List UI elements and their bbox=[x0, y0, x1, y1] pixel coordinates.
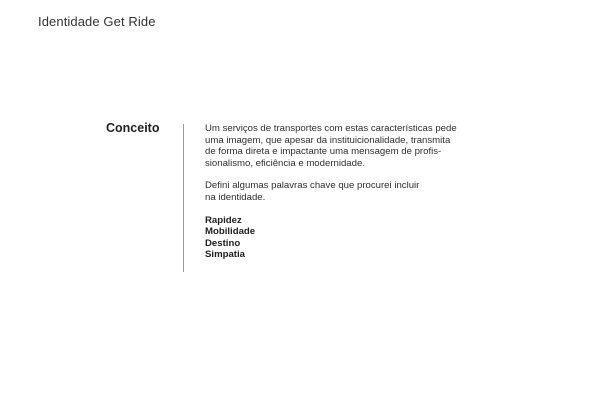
section-body bbox=[205, 123, 505, 261]
keyword-item: Simpatia bbox=[205, 249, 245, 261]
paragraph-line: na identidade. bbox=[205, 191, 266, 203]
page-header-title: Identidade Get Ride bbox=[38, 14, 156, 29]
paragraph-line: de forma direta e impactante uma mensagem de profis- bbox=[205, 146, 442, 158]
keyword-list bbox=[205, 215, 505, 261]
keywords-intro-paragraph bbox=[205, 180, 505, 203]
section-title: Conceito bbox=[106, 121, 160, 135]
vertical-divider bbox=[183, 124, 184, 272]
paragraph-line: sionalismo, eficiência e modernidade. bbox=[205, 157, 365, 169]
keyword-item: Mobilidade bbox=[205, 226, 256, 238]
keyword-item: Destino bbox=[205, 237, 241, 249]
paragraph-line: Defini algumas palavras chave que procurei incluir bbox=[205, 180, 420, 192]
keyword-item: Rapidez bbox=[205, 214, 242, 226]
paragraph-line: Um serviços de transportes com estas características pede bbox=[205, 123, 457, 134]
paragraph-line: uma imagem, que apesar da instituicionalidade, transmita bbox=[205, 134, 451, 146]
concept-paragraph bbox=[205, 123, 505, 169]
